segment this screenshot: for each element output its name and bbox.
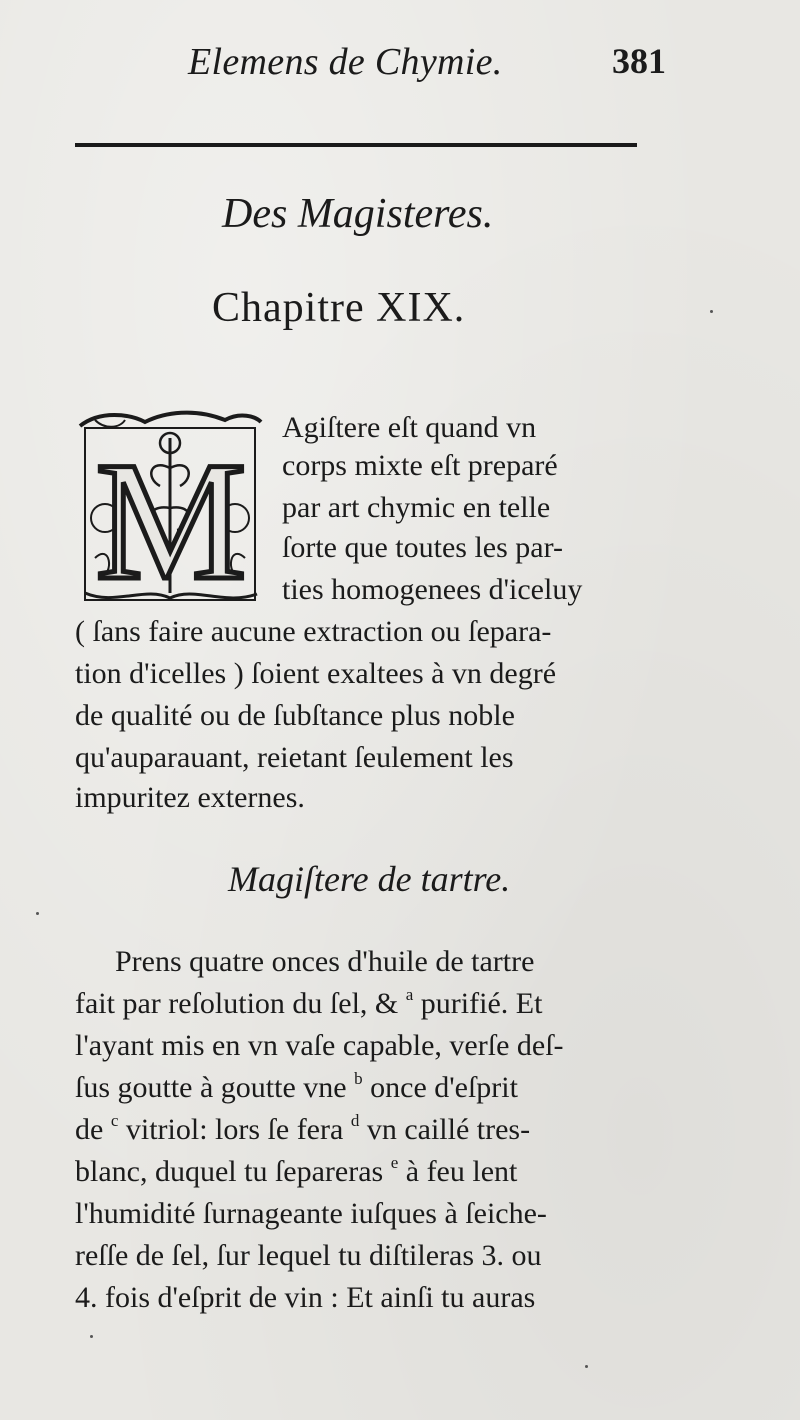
running-title: Elemens de Chymie.: [188, 41, 503, 83]
paper-speck: [90, 1335, 93, 1338]
paper-speck: [585, 1365, 588, 1368]
section-title: Des Magisteres.: [222, 191, 494, 237]
ornamental-initial-icon: [75, 408, 265, 606]
footnote-marker-a: a: [405, 985, 414, 1004]
footnote-marker-e: e: [390, 1153, 399, 1172]
recipe-line-1: Prens quatre onces d'huile de tartre: [115, 945, 535, 978]
intro-line-2: corps mixte eſt preparé: [282, 449, 558, 482]
intro-line-10: impuritez externes.: [75, 781, 305, 814]
chapter-title: Chapitre XIX.: [212, 285, 466, 331]
intro-line-3: par art chymic en telle: [282, 491, 551, 524]
footnote-marker-d: d: [350, 1111, 360, 1130]
intro-line-7: tion d'icelles ) ſoient exaltees à vn degré: [75, 657, 557, 690]
recipe-line-2: fait par reſolution du ſel, & $^a$ purifié. Et: [75, 985, 543, 1020]
intro-line-4: ſorte que toutes les par-: [282, 531, 563, 564]
recipe-line-5: de $^c$ vitriol: lors ſe fera $^d$ vn caillé tres-: [75, 1111, 531, 1146]
paper-speck: [710, 310, 713, 313]
recipe-line-8: reſſe de ſel, ſur lequel tu diſtileras 3. ou: [75, 1239, 542, 1272]
recipe-line-4: ſus goutte à goutte vne $^b$ once d'eſprit: [75, 1069, 518, 1104]
header-rule: [75, 143, 637, 147]
page-number: 381: [612, 41, 666, 81]
recipe-title: Magiſtere de tartre.: [228, 859, 511, 899]
paper-speck: [36, 912, 39, 915]
intro-line-6: ( ſans faire aucune extraction ou ſepara-: [75, 615, 552, 648]
recipe-line-9: 4. fois d'eſprit de vin : Et ainſi tu auras: [75, 1281, 536, 1314]
intro-line-1: Agiſtere eſt quand vn: [282, 411, 537, 444]
recipe-line-3: l'ayant mis en vn vaſe capable, verſe deſ-: [75, 1029, 564, 1062]
intro-line-5: ties homogenees d'iceluy: [282, 573, 583, 606]
drop-cap-letter: M: [95, 427, 247, 606]
recipe-line-7: l'humidité ſurnageante iuſques à ſeiche-: [75, 1197, 547, 1230]
footnote-marker-b: b: [354, 1069, 363, 1088]
intro-line-8: de qualité ou de ſubſtance plus noble: [75, 699, 515, 732]
intro-line-9: qu'auparauant, reietant ſeulement les: [75, 741, 514, 774]
recipe-line-6: blanc, duquel tu ſepareras $^e$ à feu lent: [75, 1153, 518, 1188]
footnote-marker-c: c: [110, 1111, 119, 1130]
